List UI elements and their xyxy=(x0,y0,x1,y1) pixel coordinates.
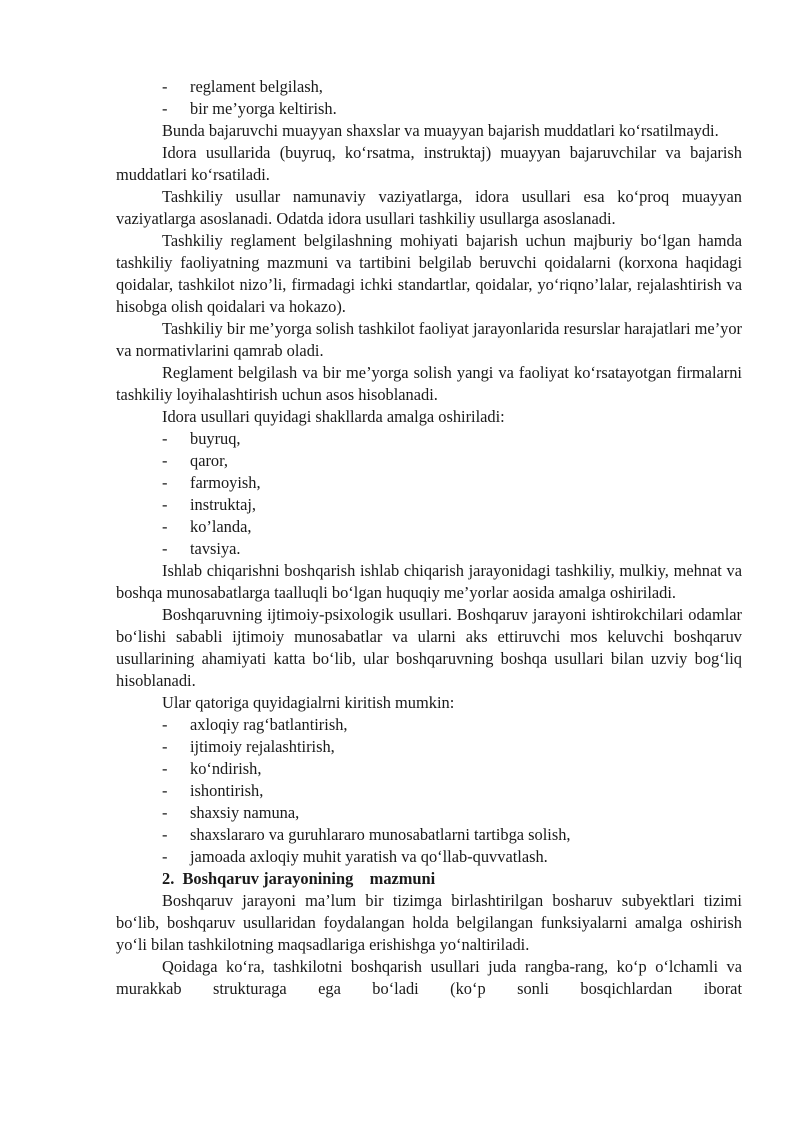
paragraph: Tashkiliy bir me’yorga solish tashkilot faoliyat jarayonlarida resurslar harajatlari me’yor va normativlarini qamrab oladi. xyxy=(116,319,742,360)
paragraph: Idora usullari quyidagi shakllarda amalga oshiriladi: xyxy=(162,407,505,426)
list-item: - farmoyish, xyxy=(162,473,261,492)
list-item: - bir me’yorga keltirish. xyxy=(162,99,337,118)
paragraph: Ishlab chiqarishni boshqarish ishlab chiqarish jarayonidagi tashkiliy, mulkiy, mehnat va boshqa munosabatlarga taalluqli bo‘lgan huquqiy me’yorlar aosida amalga oshiriladi. xyxy=(116,561,742,602)
list-item: - buyruq, xyxy=(162,429,241,448)
list-item: - jamoada axloqiy muhit yaratish va qo‘llab-quvvatlash. xyxy=(162,847,548,866)
section-heading: 2. Boshqaruv jarayonining mazmuni xyxy=(162,869,436,888)
paragraph: Qoidaga ko‘ra, tashkilotni boshqarish usullari juda rangba-rang, ko‘p o‘lchamli va murakkab strukturaga ega bo‘ladi (ko‘p sonli bosqichlardan iborat xyxy=(116,957,742,998)
list-item: - axloqiy rag‘batlantirish, xyxy=(162,715,348,734)
paragraph: Idora usullarida (buyruq, ko‘rsatma, instruktaj) muayyan bajaruvchilar va bajarish muddatlari ko‘rsatiladi. xyxy=(116,143,742,184)
paragraph: Boshqaruvning ijtimoiy-psixologik usullari. Boshqaruv jarayoni ishtirokchilari odamlar bo‘lishi sababli ijtimoiy munosabatlar va ularni aks ettiruvchi mos keluvchi boshqaruv usullarining ahamiyati katta bo‘lib, ular boshqaruvning boshqa usullari bilan uzviy bog‘liq hisoblanadi. xyxy=(116,605,742,690)
paragraph: Ular qatoriga quyidagialrni kiritish mumkin: xyxy=(162,693,455,712)
list-item: - qaror, xyxy=(162,451,229,470)
list-item: - reglament belgilash, xyxy=(162,77,323,96)
list-item: - shaxsiy namuna, xyxy=(162,803,300,822)
list-item: - instruktaj, xyxy=(162,495,257,514)
paragraph: Bunda bajaruvchi muayyan shaxslar va muayyan bajarish muddatlari ko‘rsatilmaydi. xyxy=(162,121,719,140)
paragraph: Reglament belgilash va bir me’yorga solish yangi va faoliyat ko‘rsatayotgan firmalarni tashkiliy loyihalashtirish uchun asos hisoblanadi. xyxy=(116,363,742,404)
list-item: - ijtimoiy rejalashtirish, xyxy=(162,737,335,756)
list-item: - tavsiya. xyxy=(162,539,241,558)
list-item: - ko‘ndirish, xyxy=(162,759,262,778)
list-item: - shaxslararo va guruhlararo munosabatlarni tartibga solish, xyxy=(162,825,571,844)
paragraph: Boshqaruv jarayoni ma’lum bir tizimga birlashtirilgan bosharuv subyektlari tizimi bo‘lib, boshqaruv usullaridan foydalangan holda belgilangan funksiyalarni amalga oshirish yo‘li bilan tashkilotning maqsadlariga erishishga yo‘naltiriladi. xyxy=(116,891,742,954)
paragraph: Tashkiliy reglament belgilashning mohiyati bajarish uchun majburiy bo‘lgan hamda tashkiliy faoliyatning mazmuni va tartibini belgilab beruvchi qoidalarni (korxona haqidagi qoidalar, tashkilot nizo’li, firmadagi ichki standartlar, qoidalar, yo‘riqno’lalar, rejalashtirish va hisobga olish qoidalari va hokazo). xyxy=(116,231,742,316)
paragraph: Tashkiliy usullar namunaviy vaziyatlarga, idora usullari esa ko‘proq muayyan vaziyatlarga asoslanadi. Odatda idora usullari tashkiliy usullarga asoslanadi. xyxy=(116,187,742,228)
list-item: - ko’landa, xyxy=(162,517,252,536)
list-item: - ishontirish, xyxy=(162,781,264,800)
